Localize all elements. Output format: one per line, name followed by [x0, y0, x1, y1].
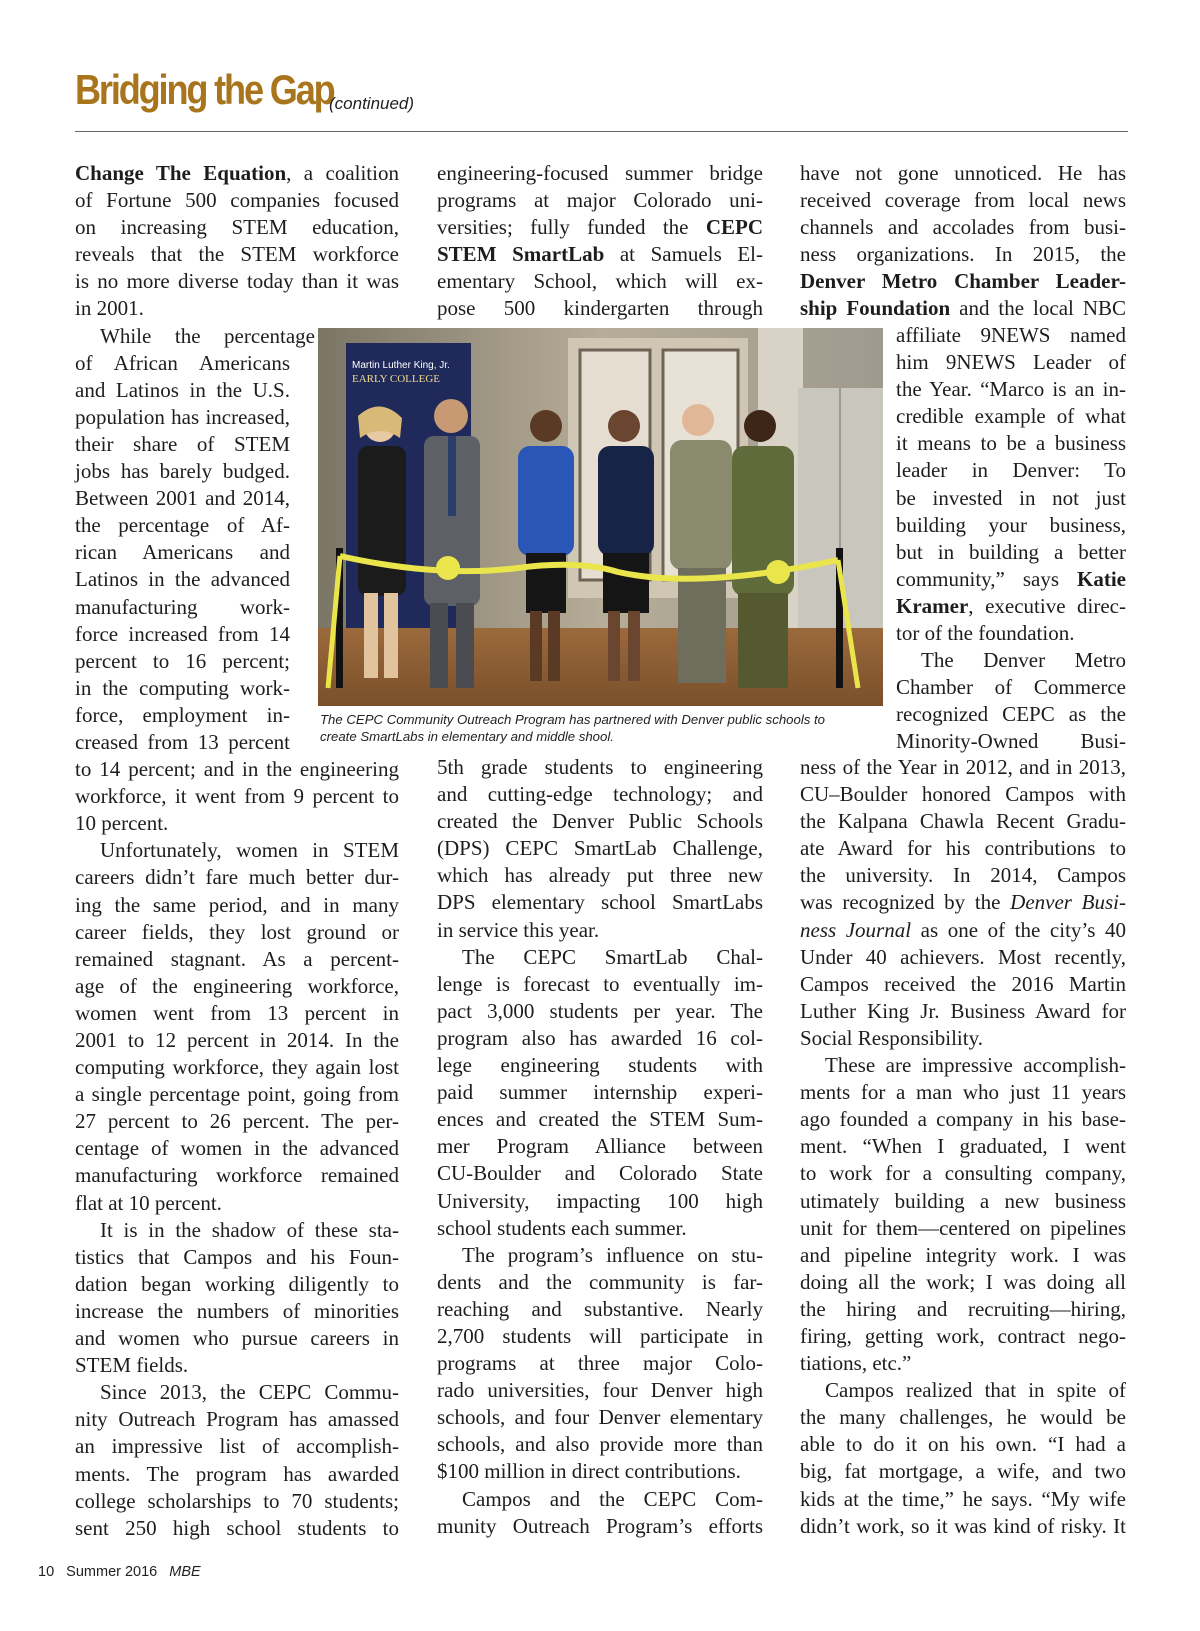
text-line: DPS elementary school SmartLabs	[437, 890, 763, 915]
text-line: Minority-Owned Busi-	[896, 729, 1126, 754]
text-line: and pipeline integrity work. I was	[800, 1242, 1126, 1267]
column-3-top	[800, 160, 1126, 323]
text-line: CU–Boulder honored Campos with	[800, 782, 1126, 807]
text-fragment: , a coalition	[286, 161, 399, 185]
text-line: schools, and also provide more than	[437, 1432, 763, 1457]
text-line: Latinos in the advanced	[75, 567, 290, 592]
text-line: creased from 13 percent	[75, 729, 290, 754]
text-line: dents and the community is far-	[437, 1269, 763, 1294]
text-fragment: as one of the city’s 40	[911, 917, 1126, 942]
text-line: utimately building a new business	[800, 1188, 1126, 1213]
text-line: remained stagnant. As a percent-	[75, 946, 399, 971]
text-fragment: ness Journal	[800, 917, 912, 942]
text-line	[800, 889, 1126, 916]
text-line: be invested in not just	[896, 485, 1126, 510]
magazine-name: MBE	[169, 1564, 201, 1580]
text-line: program also has awarded 16 col-	[437, 1025, 763, 1050]
text-line: on increasing STEM education,	[75, 215, 399, 240]
text-line: force, employment in-	[75, 702, 290, 727]
text-line: able to do it on his own. “I had a	[800, 1432, 1126, 1457]
page-number: 10	[38, 1564, 55, 1580]
photo-illustration	[318, 328, 883, 706]
text-line: percent to 16 percent;	[75, 648, 290, 673]
text-line: the Year. “Marco is an in-	[896, 377, 1126, 402]
page-footer	[38, 1564, 201, 1580]
text-line: programs at major Colorado uni-	[437, 188, 763, 213]
text-line: is no more diverse today than it was	[75, 269, 399, 294]
text-line: have not gone unnoticed. He has	[800, 161, 1126, 185]
text-line: increase the numbers of minorities	[75, 1298, 399, 1323]
text-line	[896, 593, 1126, 620]
text-line	[437, 241, 763, 268]
text-line: (DPS) CEPC SmartLab Challenge,	[437, 836, 763, 861]
column-2-top	[437, 160, 763, 323]
text-line: the university. In 2014, Campos	[800, 863, 1126, 888]
text-line: women went from 13 percent in	[75, 1000, 399, 1025]
text-fragment: Katie	[1077, 566, 1126, 591]
text-line: manufacturing work-	[75, 594, 290, 619]
text-line: affiliate 9NEWS named	[896, 323, 1126, 347]
text-line	[800, 268, 1126, 295]
text-line: While the percentage	[100, 323, 315, 348]
text-fragment: at Samuels El-	[604, 242, 763, 267]
text-fragment: STEM SmartLab	[437, 242, 605, 267]
text-line: The CEPC SmartLab Chal-	[462, 944, 763, 969]
text-line: jobs has barely budged.	[75, 459, 290, 484]
text-line: school students each summer.	[437, 1215, 687, 1240]
text-line: the many challenges, he would be	[800, 1405, 1126, 1430]
text-line: an impressive list of accomplish-	[75, 1434, 399, 1459]
text-line: ments for a man who just 11 years	[800, 1080, 1126, 1105]
text-line: 27 percent to 26 percent. The per-	[75, 1109, 399, 1134]
text-line: It is in the shadow of these sta-	[100, 1217, 399, 1242]
text-line: lege engineering students with	[437, 1053, 763, 1078]
text-line: to 14 percent; and in the engineering	[75, 757, 399, 782]
text-line: created the Denver Public Schools	[437, 809, 763, 834]
text-line: 10 percent.	[75, 811, 169, 836]
text-line: tor of the foundation.	[896, 621, 1075, 646]
text-line: and women who pursue careers in	[75, 1326, 399, 1351]
text-line: programs at three major Colo-	[437, 1351, 763, 1376]
text-line	[75, 160, 399, 187]
text-line: kids at the time,” he says. “My wife	[800, 1486, 1126, 1511]
text-line: Social Responsibility.	[800, 1025, 983, 1050]
caption-line-1: The CEPC Community Outreach Program has partnered with Denver public schools to	[320, 712, 826, 727]
text-line: credible example of what	[896, 404, 1126, 429]
photo-caption	[320, 711, 886, 745]
text-line: Campos realized that in spite of	[825, 1378, 1126, 1403]
text-line: and cutting-edge technology; and	[437, 782, 763, 807]
text-line: received coverage from local news	[800, 188, 1126, 213]
article-title: Bridging the Gap	[75, 66, 334, 113]
text-line	[800, 295, 1126, 322]
text-line: mer Program Alliance between	[437, 1134, 763, 1159]
text-line: careers didn’t fare much better dur-	[75, 865, 399, 890]
text-line: rican Americans and	[75, 540, 290, 565]
text-line: population has increased,	[75, 404, 290, 429]
text-fragment: versities; fully funded the	[437, 215, 706, 240]
text-line	[437, 214, 763, 241]
text-line: Chamber of Commerce	[896, 675, 1126, 700]
text-line: which has already put three new	[437, 863, 763, 888]
text-line: ness of the Year in 2012, and in 2013,	[800, 755, 1126, 779]
text-line: their share of STEM	[75, 431, 290, 456]
text-line: Campos received the 2016 Martin	[800, 971, 1126, 996]
text-line: college scholarships to 70 students;	[75, 1488, 399, 1513]
text-line: The Denver Metro	[921, 648, 1126, 673]
continued-label: (continued)	[329, 94, 415, 113]
text-line: sent 250 high school students to	[75, 1515, 399, 1540]
person-6	[732, 410, 794, 688]
text-fragment: Change The Equation	[75, 161, 287, 185]
text-line: leader in Denver: To	[896, 458, 1126, 483]
text-line	[896, 566, 1126, 593]
text-line: and Latinos in the U.S.	[75, 377, 290, 402]
column-2-bottom	[437, 754, 763, 1540]
text-line: The program’s influence on stu-	[462, 1242, 763, 1267]
text-fragment: Denver Metro Chamber Leader-	[800, 269, 1126, 294]
text-line: the percentage of Af-	[75, 513, 290, 538]
text-line: $100 million in direct contributions.	[437, 1459, 741, 1484]
text-fragment: CEPC	[705, 215, 763, 240]
text-line: ementary School, which will ex-	[437, 269, 763, 294]
text-fragment: was recognized by the	[800, 890, 1011, 915]
text-line	[800, 917, 1126, 944]
text-line: Campos and the CEPC Com-	[462, 1486, 763, 1511]
text-line: channels and accolades from busi-	[800, 215, 1126, 240]
text-line: munity Outreach Program’s efforts	[437, 1513, 763, 1538]
text-line: but in building a better	[896, 539, 1126, 564]
text-line: These are impressive accomplish-	[825, 1053, 1126, 1078]
text-line: Since 2013, the CEPC Commu-	[100, 1380, 399, 1405]
text-line: in service this year.	[437, 917, 600, 942]
text-line: recognized CEPC as the	[896, 702, 1126, 727]
text-line: 2001 to 12 percent in 2014. In the	[75, 1028, 399, 1052]
text-line: paid summer internship experi-	[437, 1080, 763, 1105]
text-line: in 2001.	[75, 296, 144, 321]
text-line: ing the same period, and in many	[75, 892, 399, 917]
text-line: tiations, etc.”	[800, 1351, 912, 1376]
text-fragment: Kramer	[896, 593, 969, 618]
text-line: didn’t work, so it was kind of risky. It	[800, 1513, 1126, 1538]
text-line: nity Outreach Program has amassed	[75, 1407, 399, 1432]
text-line: ness organizations. In 2015, the	[800, 242, 1126, 267]
text-line: a single percentage point, going from	[75, 1082, 399, 1107]
text-line: 5th grade students to engineering	[437, 755, 763, 779]
text-line: computing workforce, they again lost	[75, 1055, 399, 1080]
text-line: of Fortune 500 companies focused	[75, 188, 399, 213]
text-line: pact 3,000 students per year. The	[437, 998, 763, 1023]
text-line: doing all the work; I was doing all	[800, 1269, 1126, 1294]
text-line: to work for a consulting company,	[800, 1161, 1126, 1186]
text-line: engineering-focused summer bridge	[437, 161, 763, 185]
text-line: Between 2001 and 2014,	[75, 486, 290, 511]
text-line: the Kalpana Chawla Recent Gradu-	[800, 809, 1126, 834]
text-line: in the computing work-	[75, 675, 290, 700]
text-line: ments. The program has awarded	[75, 1461, 399, 1486]
text-line: Unfortunately, women in STEM	[100, 838, 399, 863]
text-fragment: community,” says	[896, 566, 1078, 591]
text-line: ences and created the STEM Sum-	[437, 1107, 763, 1132]
text-line: lenge is forecast to eventually im-	[437, 971, 763, 996]
column-3-wrap	[896, 322, 1126, 756]
banner-text-1: Martin Luther King, Jr.	[352, 360, 450, 371]
banner-text-2: EARLY COLLEGE	[352, 373, 441, 385]
text-line: the hiring and recruiting—hiring,	[800, 1296, 1126, 1321]
text-line: reveals that the STEM workforce	[75, 242, 399, 267]
text-line: tistics that Campos and his Foun-	[75, 1244, 399, 1269]
person-5	[670, 404, 732, 683]
text-fragment: ship Foundation	[800, 296, 951, 321]
caption-line-2: create SmartLabs in elementary and middle shool.	[320, 729, 614, 744]
text-line: STEM fields.	[75, 1353, 189, 1378]
column-3-bottom	[800, 754, 1126, 1540]
text-fragment: and the local NBC	[950, 296, 1126, 321]
text-line: firing, getting work, contract nego-	[800, 1323, 1126, 1348]
text-line: rado universities, four Denver high	[437, 1378, 763, 1403]
text-line: flat at 10 percent.	[75, 1190, 222, 1215]
text-line: big, fat mortgage, a wife, and two	[800, 1459, 1126, 1484]
issue-date: Summer 2016	[66, 1564, 158, 1580]
text-line: manufacturing workforce remained	[75, 1163, 399, 1188]
text-line: ment. “When I graduated, I went	[800, 1134, 1126, 1159]
text-line: schools, and four Denver elementary	[437, 1405, 763, 1430]
header-divider	[75, 131, 1128, 132]
text-line: workforce, it went from 9 percent to	[75, 784, 399, 809]
text-line: centage of women in the advanced	[75, 1136, 399, 1161]
text-line: pose 500 kindergarten through	[437, 296, 763, 321]
text-line: force increased from 14	[75, 621, 290, 646]
text-line: age of the engineering workforce,	[75, 973, 399, 998]
text-line: Luther King Jr. Business Award for	[800, 998, 1126, 1023]
text-line: it means to be a business	[896, 431, 1126, 456]
text-line: University, impacting 100 high	[437, 1188, 763, 1213]
text-fragment: , executive direc-	[968, 593, 1126, 618]
text-line: reaching and substantive. Nearly	[437, 1296, 763, 1321]
text-fragment: Denver Busi-	[1010, 890, 1126, 915]
text-line: dation began working diligently to	[75, 1271, 399, 1296]
text-line: career fields, they lost ground or	[75, 919, 399, 944]
text-line: Under 40 achievers. Most recently,	[800, 944, 1126, 969]
text-line: him 9NEWS Leader of	[896, 350, 1126, 375]
ribbon-cutting-photo	[318, 328, 883, 706]
text-line: CU-Boulder and Colorado State	[437, 1161, 763, 1186]
text-line: ago founded a company in his base-	[800, 1107, 1126, 1132]
text-line: ate Award for his contributions to	[800, 836, 1126, 861]
page-header	[75, 68, 1128, 112]
text-line: of African Americans	[75, 350, 290, 375]
text-line: unit for them—centered on pipelines	[800, 1215, 1126, 1240]
text-line: building your business,	[896, 512, 1126, 537]
text-line: 2,700 students will participate in	[437, 1323, 763, 1348]
